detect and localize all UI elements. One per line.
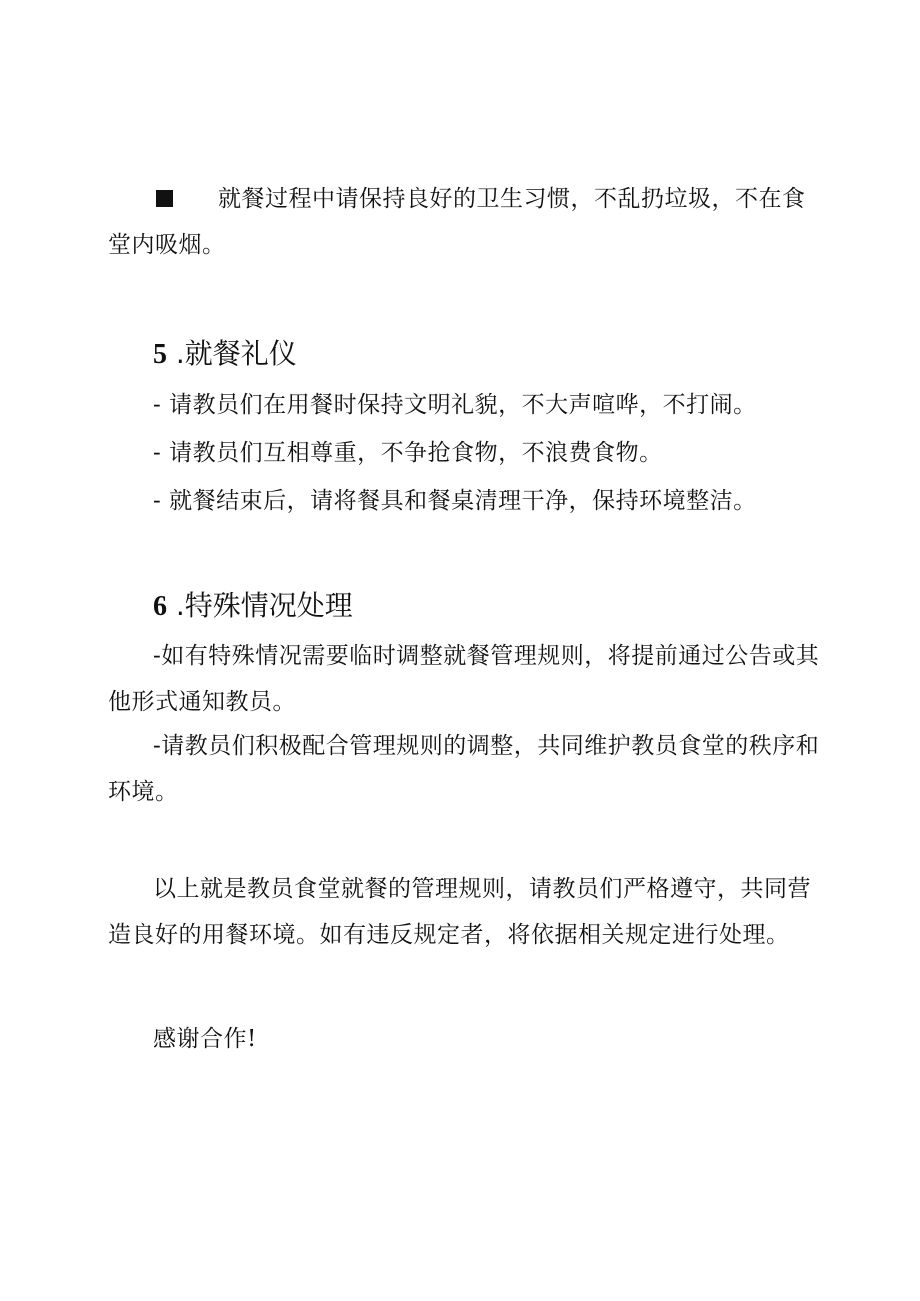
section-5-heading [153,334,297,375]
section-6-title: .特殊情况处理 [175,589,353,622]
section-5-item-1: - 请教员们在用餐时保持文明礼貌，不大声喧哗，不打闹。 [153,392,757,418]
section-6-item-2: -请教员们积极配合管理规则的调整，共同维护教员食堂的秩序和环境。 [108,733,820,805]
section-5-number: 5 [153,339,167,370]
section-5-title: .就餐礼仪 [175,337,297,370]
closing-thanks: 感谢合作! [153,1026,257,1052]
closing-summary: 以上就是教员食堂就餐的管理规则，请教员们严格遵守，共同营造良好的用餐环境。如有违反规定者，将依据相关规定进行处理。 [108,876,811,948]
hygiene-rule-item [108,176,823,268]
section-6-heading [153,586,353,627]
section-5-item-3: - 就餐结束后，请将餐具和餐桌清理干净，保持环境整洁。 [153,488,757,514]
hygiene-rule-text: 就餐过程中请保持良好的卫生习惯，不乱扔垃圾，不在食堂内吸烟。 [108,186,806,258]
section-6-number: 6 [153,591,167,622]
section-5-item-2: - 请教员们互相尊重，不争抢食物，不浪费食物。 [153,440,663,466]
section-6-item-1: -如有特殊情况需要临时调整就餐管理规则，将提前通过公告或其他形式通知教员。 [108,643,820,715]
square-bullet-icon [156,190,173,207]
